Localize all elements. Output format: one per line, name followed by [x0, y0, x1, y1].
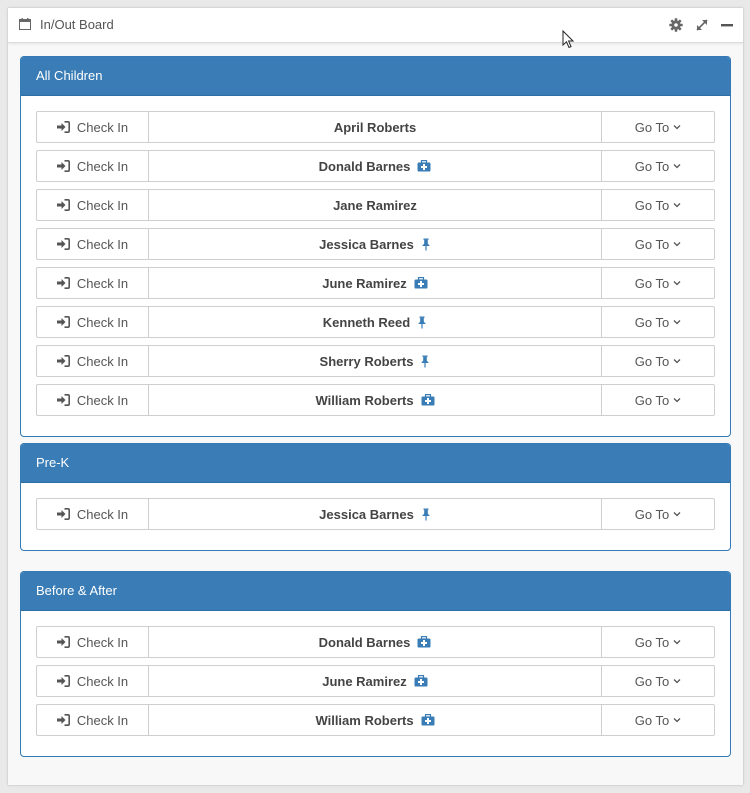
- gear-icon[interactable]: [669, 18, 683, 32]
- go-to-label: Go To: [634, 353, 670, 369]
- go-to-dropdown[interactable]: [601, 229, 714, 259]
- child-row: [36, 267, 715, 299]
- check-in-button[interactable]: [37, 499, 149, 529]
- child-name: Kenneth Reed: [322, 314, 411, 330]
- pin-icon: [417, 316, 427, 329]
- child-name-cell: [149, 627, 601, 657]
- mouse-cursor-icon: [562, 30, 576, 50]
- medical-kit-icon: [417, 636, 431, 648]
- child-name-cell: [149, 346, 601, 376]
- check-in-label: Check In: [76, 197, 129, 213]
- check-in-button[interactable]: [37, 307, 149, 337]
- child-name-cell: [149, 385, 601, 415]
- go-to-dropdown[interactable]: [601, 666, 714, 696]
- child-row: [36, 189, 715, 221]
- child-name: Jane Ramirez: [333, 197, 417, 213]
- check-in-button[interactable]: [37, 666, 149, 696]
- check-in-label: Check In: [76, 158, 129, 174]
- chevron-down-icon: [673, 280, 681, 286]
- widget-title: In/Out Board: [40, 17, 114, 32]
- check-in-label: Check In: [76, 275, 129, 291]
- sign-in-icon: [57, 714, 70, 726]
- child-name-cell: [149, 499, 601, 529]
- check-in-button[interactable]: [37, 151, 149, 181]
- child-name: June Ramirez: [322, 673, 407, 689]
- check-in-button[interactable]: [37, 346, 149, 376]
- child-row: [36, 228, 715, 260]
- chevron-down-icon: [673, 511, 681, 517]
- pin-icon: [421, 238, 431, 251]
- child-row: [36, 626, 715, 658]
- widget-header: [8, 8, 743, 43]
- child-name: William Roberts: [315, 712, 414, 728]
- go-to-label: Go To: [634, 236, 670, 252]
- child-name: Jessica Barnes: [319, 236, 414, 252]
- child-row: [36, 306, 715, 338]
- sign-in-icon: [57, 199, 70, 211]
- child-row: [36, 345, 715, 377]
- check-in-button[interactable]: [37, 385, 149, 415]
- child-row: [36, 384, 715, 416]
- group-panel-before-after: [20, 571, 731, 757]
- go-to-label: Go To: [634, 712, 670, 728]
- check-in-label: Check In: [76, 353, 129, 369]
- check-in-button[interactable]: [37, 112, 149, 142]
- medical-kit-icon: [421, 714, 435, 726]
- go-to-label: Go To: [634, 392, 670, 408]
- pin-icon: [421, 508, 431, 521]
- child-name: William Roberts: [315, 392, 414, 408]
- check-in-label: Check In: [76, 506, 129, 522]
- go-to-dropdown[interactable]: [601, 705, 714, 735]
- child-name-cell: [149, 151, 601, 181]
- medical-kit-icon: [414, 675, 428, 687]
- sign-in-icon: [57, 277, 70, 289]
- chevron-down-icon: [673, 163, 681, 169]
- group-panel-all-children: [20, 56, 731, 437]
- medical-kit-icon: [421, 394, 435, 406]
- check-in-button[interactable]: [37, 627, 149, 657]
- check-in-button[interactable]: [37, 190, 149, 220]
- child-row: [36, 150, 715, 182]
- sign-in-icon: [57, 394, 70, 406]
- in-out-board-widget: [8, 8, 743, 785]
- go-to-dropdown[interactable]: [601, 112, 714, 142]
- child-row: [36, 498, 715, 530]
- go-to-dropdown[interactable]: [601, 385, 714, 415]
- go-to-dropdown[interactable]: [601, 190, 714, 220]
- go-to-label: Go To: [634, 673, 670, 689]
- sign-in-icon: [57, 508, 70, 520]
- go-to-label: Go To: [634, 506, 670, 522]
- child-name-cell: [149, 268, 601, 298]
- sign-in-icon: [57, 636, 70, 648]
- sign-in-icon: [57, 355, 70, 367]
- child-row: [36, 111, 715, 143]
- child-name: Sherry Roberts: [319, 353, 414, 369]
- chevron-down-icon: [673, 319, 681, 325]
- medical-kit-icon: [414, 277, 428, 289]
- check-in-button[interactable]: [37, 229, 149, 259]
- child-row: [36, 665, 715, 697]
- go-to-label: Go To: [634, 275, 670, 291]
- sign-in-icon: [57, 160, 70, 172]
- child-name-cell: [149, 666, 601, 696]
- sign-in-icon: [57, 675, 70, 687]
- child-row: [36, 704, 715, 736]
- go-to-dropdown[interactable]: [601, 307, 714, 337]
- medical-kit-icon: [417, 160, 431, 172]
- pin-icon: [420, 355, 430, 368]
- child-name: June Ramirez: [322, 275, 407, 291]
- go-to-label: Go To: [634, 634, 670, 650]
- go-to-label: Go To: [634, 119, 670, 135]
- chevron-down-icon: [673, 639, 681, 645]
- check-in-label: Check In: [76, 673, 129, 689]
- chevron-down-icon: [673, 124, 681, 130]
- sign-in-icon: [57, 238, 70, 250]
- check-in-label: Check In: [76, 119, 129, 135]
- child-list: [21, 96, 730, 436]
- child-name: April Roberts: [333, 119, 417, 135]
- chevron-down-icon: [673, 678, 681, 684]
- go-to-label: Go To: [634, 197, 670, 213]
- check-in-button[interactable]: [37, 705, 149, 735]
- group-title: All Children: [21, 57, 730, 96]
- child-name: Jessica Barnes: [319, 506, 414, 522]
- chevron-down-icon: [673, 241, 681, 247]
- child-name: Donald Barnes: [318, 158, 411, 174]
- chevron-down-icon: [673, 202, 681, 208]
- child-name-cell: [149, 307, 601, 337]
- group-title: Before & After: [21, 572, 730, 611]
- child-name-cell: [149, 112, 601, 142]
- child-name-cell: [149, 705, 601, 735]
- child-name-cell: [149, 190, 601, 220]
- check-in-label: Check In: [76, 634, 129, 650]
- child-list: [21, 611, 730, 756]
- child-list: [21, 483, 730, 550]
- chevron-down-icon: [673, 358, 681, 364]
- check-in-label: Check In: [76, 712, 129, 728]
- chevron-down-icon: [673, 397, 681, 403]
- check-in-label: Check In: [76, 236, 129, 252]
- go-to-dropdown[interactable]: [601, 346, 714, 376]
- minimize-icon[interactable]: [720, 18, 734, 32]
- check-in-label: Check In: [76, 314, 129, 330]
- go-to-dropdown[interactable]: [601, 499, 714, 529]
- group-title: Pre-K: [21, 444, 730, 483]
- go-to-dropdown[interactable]: [601, 151, 714, 181]
- sign-in-icon: [57, 121, 70, 133]
- expand-icon[interactable]: [695, 18, 709, 32]
- child-name-cell: [149, 229, 601, 259]
- child-name: Donald Barnes: [318, 634, 411, 650]
- go-to-label: Go To: [634, 158, 670, 174]
- check-in-label: Check In: [76, 392, 129, 408]
- check-in-button[interactable]: [37, 268, 149, 298]
- go-to-dropdown[interactable]: [601, 268, 714, 298]
- group-panel-pre-k: [20, 443, 731, 551]
- calendar-icon: [19, 18, 31, 30]
- go-to-label: Go To: [634, 314, 670, 330]
- sign-in-icon: [57, 316, 70, 328]
- go-to-dropdown[interactable]: [601, 627, 714, 657]
- chevron-down-icon: [673, 717, 681, 723]
